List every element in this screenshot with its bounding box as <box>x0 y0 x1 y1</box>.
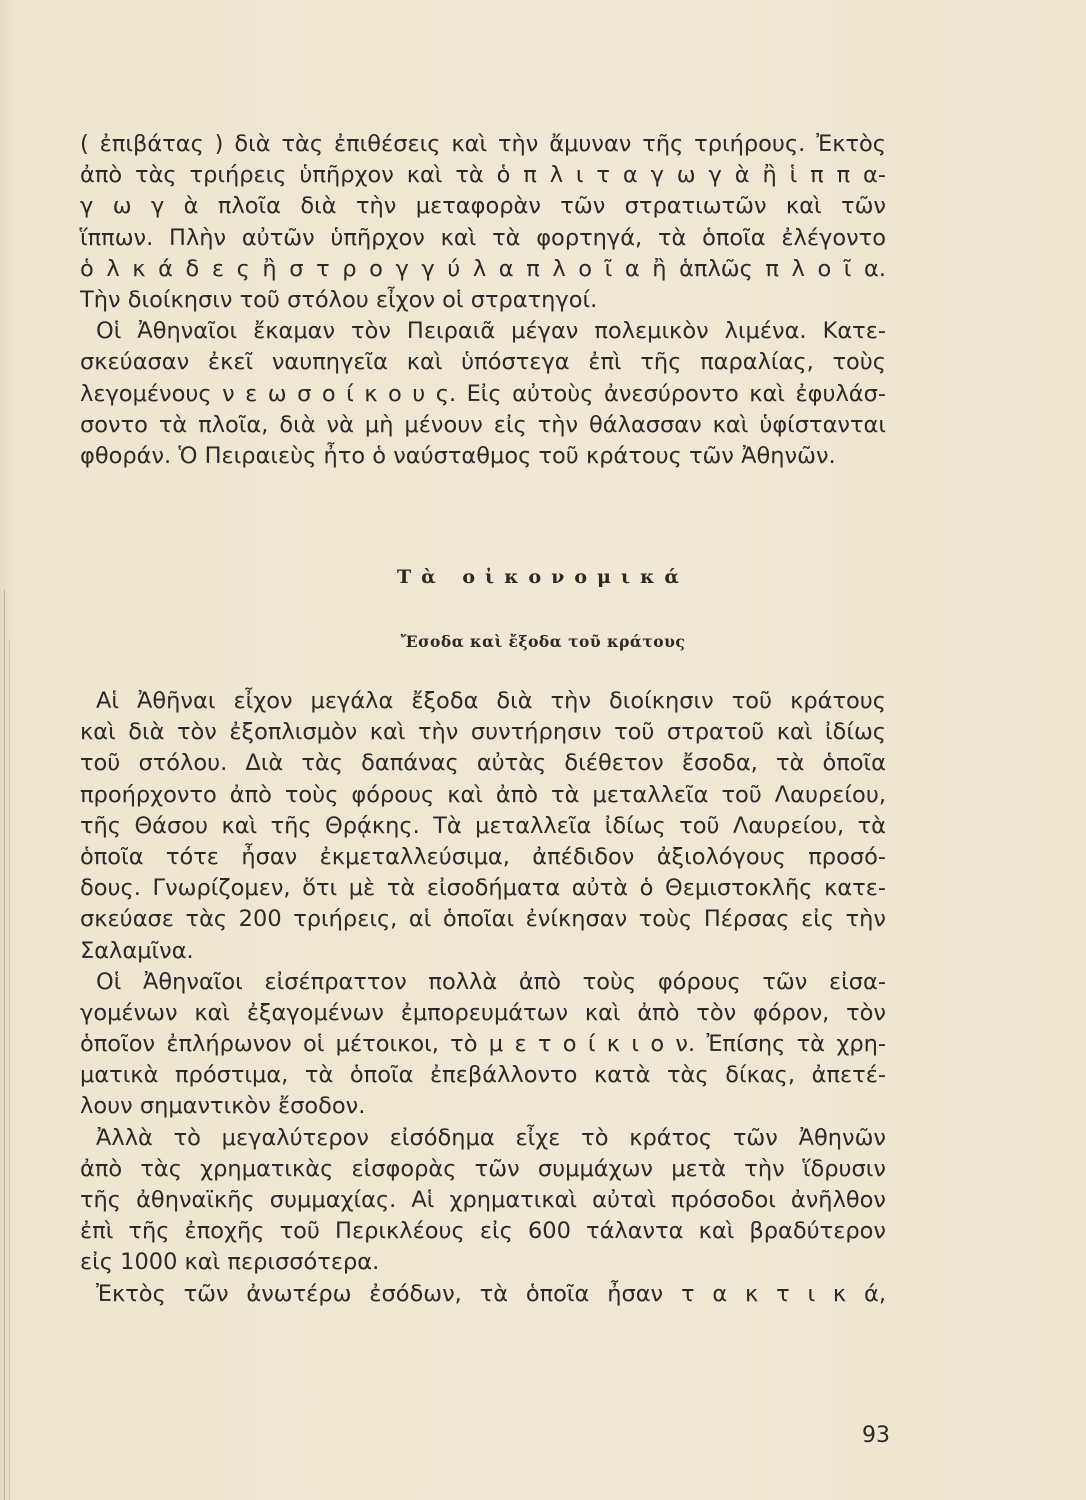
text-line: γομένων καὶ ἐξαγομένων ἐμπορευμάτων καὶ ἀπὸ τὸν φόρον, τὸν <box>80 999 886 1026</box>
text-line: Σαλαμῖνα. <box>80 937 194 964</box>
text-line: Τὴν διοίκησιν τοῦ στόλου εἶχον οἱ στρατηγοί. <box>80 286 598 313</box>
text-line: ἀπὸ τὰς τριήρεις ὑπῆρχον καὶ τὰ ὁ π λ ι τ α γ ω γ ὰ ἢ ἱ π π α- <box>80 162 886 189</box>
text-line: φθοράν. Ὁ Πειραιεὺς ἦτο ὁ ναύσταθμος τοῦ κράτους τῶν Ἀθηνῶν. <box>80 442 836 469</box>
text-line: Ἀλλὰ τὸ μεγαλύτερον εἰσόδημα εἶχε τὸ κράτος τῶν Ἀθηνῶν <box>96 1124 886 1151</box>
text-line: ὁ λ κ ά δ ε ς ἢ σ τ ρ ο γ γ ύ λ α π λ ο ῖ α ἢ ἁπλῶς π λ ο ῖ α. <box>80 255 886 282</box>
text-line: ( ἐπιβάτας ) διὰ τὰς ἐπιθέσεις καὶ τὴν ἄμυναν τῆς τριήρους. Ἐκτὸς <box>80 131 886 157</box>
text-line: τῆς Θάσου καὶ τῆς Θρᾴκης. Τὰ μεταλλεῖα ἰδίως τοῦ Λαυρείου, τὰ <box>80 812 886 839</box>
text-line: τῆς ἀθηναϊκῆς συμμαχίας. Αἱ χρηματικαὶ αὐταὶ πρόσοδοι ἀνῆλθον <box>80 1187 886 1213</box>
text-line: γ ω γ ὰ πλοῖα διὰ τὴν μεταφορὰν τῶν στρατιωτῶν καὶ τῶν <box>80 193 886 220</box>
text-line: καὶ διὰ τὸν ἐξοπλισμὸν καὶ τὴν συντήρησιν τοῦ στρατοῦ καὶ ἰδίως <box>80 719 886 746</box>
text-line: λεγομένους ν ε ω σ ο ί κ ο υ ς. Εἰς αὐτοὺς ἀνεσύροντο καὶ ἐφυλάσ- <box>80 380 886 407</box>
text-line: τοῦ στόλου. Διὰ τὰς δαπάνας αὐτὰς διέθετον ἔσοδα, τὰ ὁποῖα <box>80 750 886 777</box>
text-line: ἐπὶ τῆς ἐποχῆς τοῦ Περικλέους εἰς 600 τάλαντα καὶ βραδύτερον <box>80 1218 886 1245</box>
binding-edge <box>4 590 5 1500</box>
text-line: Ἐκτὸς τῶν ἀνωτέρω ἐσόδων, τὰ ὁποῖα ἦσαν τ α κ τ ι κ ά, <box>96 1280 886 1307</box>
text-line: λουν σημαντικὸν ἔσοδον. <box>80 1093 366 1120</box>
section-title: Τὰ οἰκονομικά <box>397 566 689 588</box>
text-line: ὁποῖα τότε ἦσαν ἐκμεταλλεύσιμα, ἀπέδιδον ἀξιολόγους προσό- <box>80 843 886 870</box>
text-line: εἰς 1000 καὶ περισσότερα. <box>80 1249 380 1276</box>
bottom-paragraphs <box>80 686 886 1310</box>
text-line: Οἱ Ἀθηναῖοι εἰσέπραττον πολλὰ ἀπὸ τοὺς φόρους τῶν εἰσα- <box>96 968 886 995</box>
text-line: ὁποῖον ἐπλήρωνον οἱ μέτοικοι, τὸ μ ε τ ο ί κ ι ο ν. Ἐπίσης τὰ χρη- <box>80 1031 886 1058</box>
text-line: ἵππων. Πλὴν αὐτῶν ὑπῆρχον καὶ τὰ φορτηγά, τὰ ὁποῖα ἐλέγοντο <box>80 224 886 251</box>
text-line: προήρχοντο ἀπὸ τοὺς φόρους καὶ ἀπὸ τὰ μεταλλεῖα τοῦ Λαυρείου, <box>80 781 886 808</box>
text-line: Οἱ Ἀθηναῖοι ἔκαμαν τὸν Πειραιᾶ μέγαν πολεμικὸν λιμένα. Κατε- <box>96 318 886 345</box>
binding-edge-inner <box>9 640 10 1500</box>
text-line: ἀπὸ τὰς χρηματικὰς εἰσφορὰς τῶν συμμάχων μετὰ τὴν ἵδρυσιν <box>80 1155 886 1182</box>
text-line: σκεύασαν ἐκεῖ ναυπηγεῖα καὶ ὑπόστεγα ἐπὶ τῆς παραλίας, τοὺς <box>80 349 886 376</box>
text-line: σκεύασε τὰς 200 τριήρεις, αἱ ὁποῖαι ἐνίκησαν τοὺς Πέρσας εἰς τὴν <box>80 906 886 933</box>
text-line: ματικὰ πρόστιμα, τὰ ὁποῖα ἐπεβάλλοντο κατὰ τὰς δίκας, ἀπετέ- <box>80 1062 886 1089</box>
text-line: Αἱ Ἀθῆναι εἶχον μεγάλα ἔξοδα διὰ τὴν διοίκησιν τοῦ κράτους <box>96 688 886 714</box>
text-line: σοντο τὰ πλοῖα, διὰ νὰ μὴ μένουν εἰς τὴν θάλασσαν καὶ ὑφίστανται <box>80 411 886 438</box>
page-number: 93 <box>862 1423 890 1448</box>
top-paragraphs <box>80 129 886 472</box>
subsection-title: Ἔσοδα καὶ ἔξοδα τοῦ κράτους <box>400 632 686 651</box>
text-line: δους. Γνωρίζομεν, ὅτι μὲ τὰ εἰσοδήματα αὐτὰ ὁ Θεμιστοκλῆς κατε- <box>80 875 886 902</box>
